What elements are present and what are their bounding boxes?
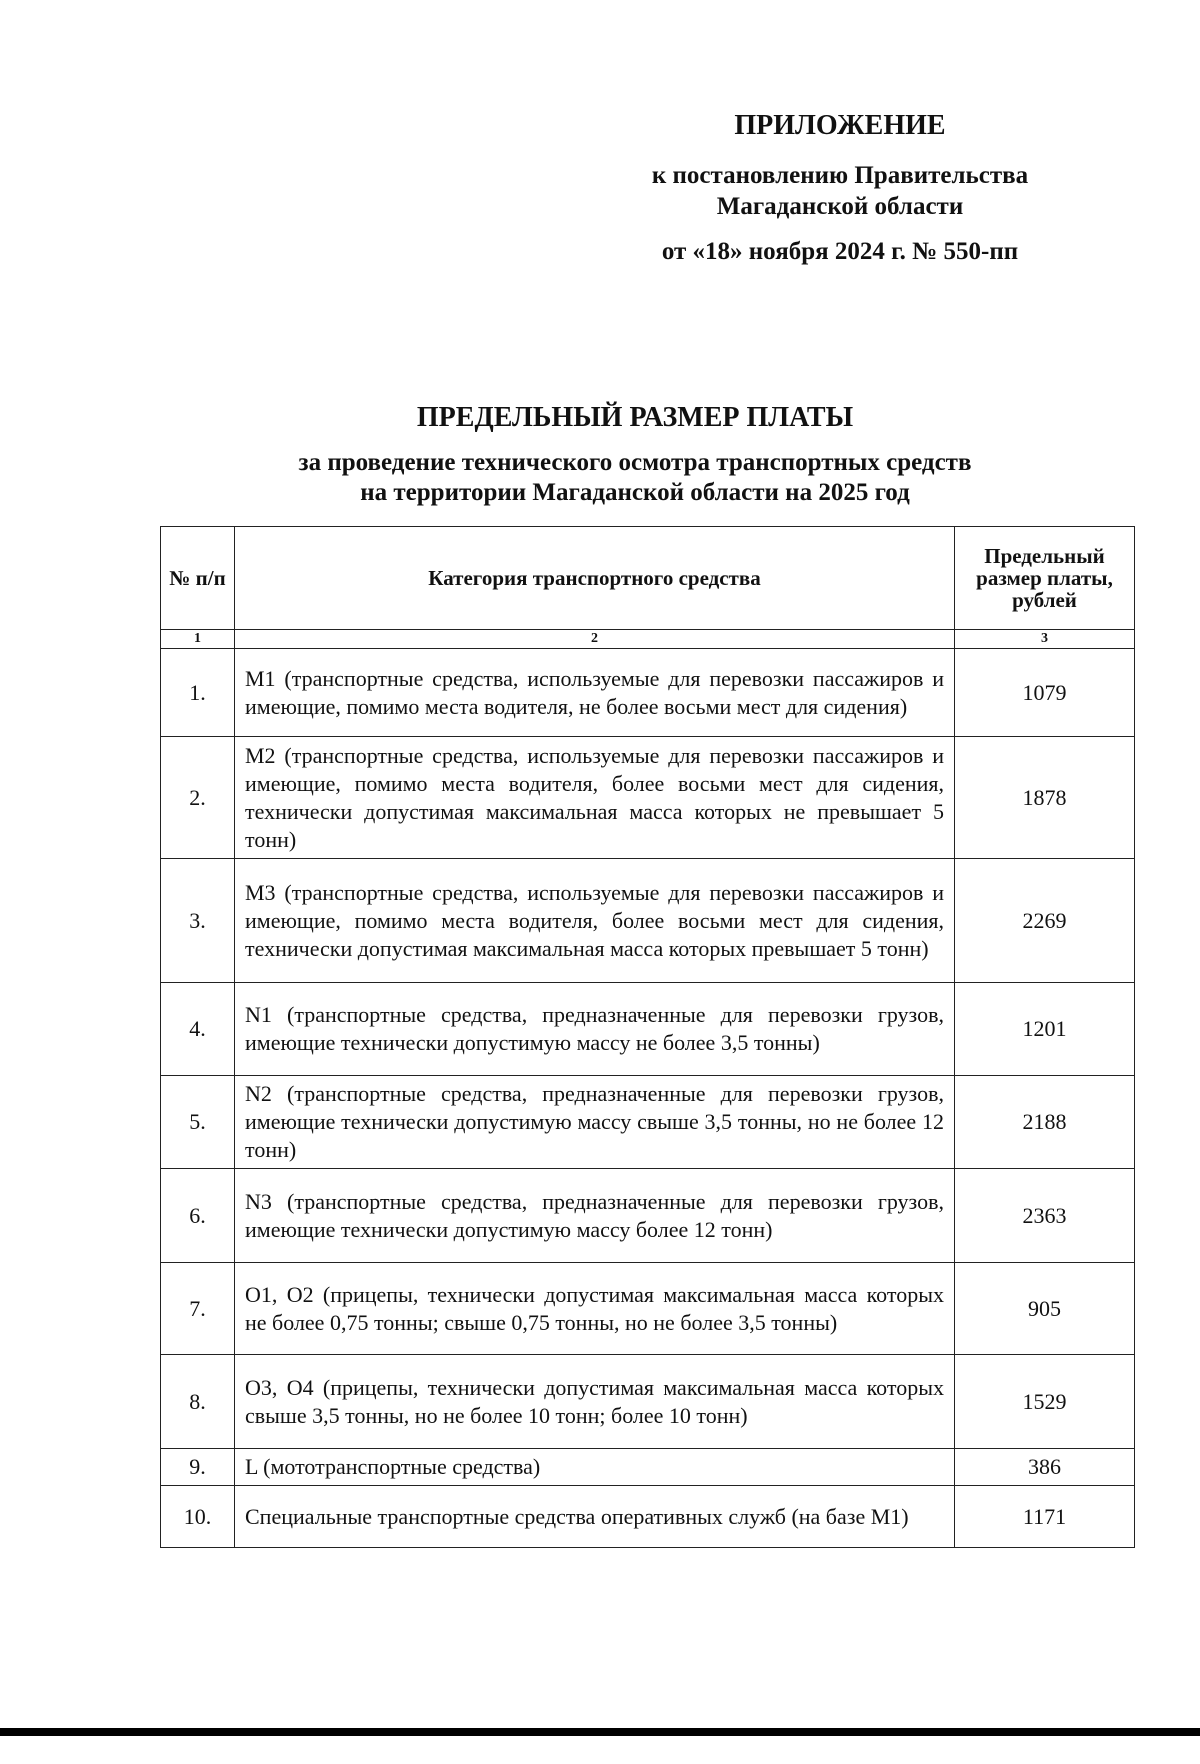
row-fee: 1201 [955, 983, 1135, 1076]
table-row [161, 1449, 1135, 1486]
scan-edge-bar [0, 1728, 1200, 1736]
appendix-title: ПРИЛОЖЕНИЕ [734, 110, 946, 141]
row-category: O3, O4 (прицепы, технически допустимая максимальная масса которых свыше 3,5 тонны, но не более 10 тонн; более 10 тонн) [235, 1355, 955, 1449]
table-row [161, 737, 1135, 859]
row-number: 9. [161, 1449, 235, 1486]
document-subtitle-line-2: на территории Магаданской области на 2025 год [360, 479, 910, 506]
fee-table [160, 526, 1135, 1548]
row-fee: 2363 [955, 1169, 1135, 1263]
row-fee: 2188 [955, 1076, 1135, 1169]
row-number: 5. [161, 1076, 235, 1169]
table-row [161, 859, 1135, 983]
table-header-row [161, 527, 1135, 630]
row-category: M3 (транспортные средства, используемые для перевозки пассажиров и имеющие, помимо места водителя, более восьми мест для сидения, технически допустимая максимальная масса которых превышает 5 тонн) [235, 859, 955, 983]
header-category: Категория транспортного средства [235, 527, 955, 630]
table-row [161, 1355, 1135, 1449]
row-category: Специальные транспортные средства оперативных служб (на базе M1) [235, 1486, 955, 1548]
table-row [161, 1169, 1135, 1263]
document-title-block [160, 400, 1110, 508]
row-category: N3 (транспортные средства, предназначенные для перевозки грузов, имеющие технически допустимую массу более 12 тонн) [235, 1169, 955, 1263]
header-fee: Предельный размер платы, рублей [955, 527, 1135, 630]
document-subtitle-line-1: за проведение технического осмотра транспортных средств [298, 449, 972, 476]
appendix-header [600, 108, 1080, 267]
row-category: M1 (транспортные средства, используемые для перевозки пассажиров и имеющие, помимо места водителя, не более восьми мест для сидения) [235, 649, 955, 737]
row-number: 4. [161, 983, 235, 1076]
row-fee: 386 [955, 1449, 1135, 1486]
row-category: M2 (транспортные средства, используемые для перевозки пассажиров и имеющие, помимо места водителя, более восьми мест для сидения, технически допустимая максимальная масса которых не превышает 5 тонн) [235, 737, 955, 859]
row-fee: 1878 [955, 737, 1135, 859]
column-number-1: 1 [161, 630, 235, 649]
row-category: L (мототранспортные средства) [235, 1449, 955, 1486]
row-fee: 1171 [955, 1486, 1135, 1548]
table-row [161, 983, 1135, 1076]
row-fee: 2269 [955, 859, 1135, 983]
row-number: 6. [161, 1169, 235, 1263]
document-title: ПРЕДЕЛЬНЫЙ РАЗМЕР ПЛАТЫ [416, 402, 854, 433]
appendix-line-resolution: к постановлению Правительства [651, 162, 1029, 189]
row-fee: 905 [955, 1263, 1135, 1355]
column-number-3: 3 [955, 630, 1135, 649]
column-number-row [161, 630, 1135, 649]
table-row [161, 1076, 1135, 1169]
row-category: O1, O2 (прицепы, технически допустимая максимальная масса которых не более 0,75 тонны; свыше 0,75 тонны, но не более 3,5 тонны) [235, 1263, 955, 1355]
row-number: 10. [161, 1486, 235, 1548]
row-number: 8. [161, 1355, 235, 1449]
header-number: № п/п [161, 527, 235, 630]
row-number: 1. [161, 649, 235, 737]
row-number: 2. [161, 737, 235, 859]
row-category: N2 (транспортные средства, предназначенные для перевозки грузов, имеющие технически допустимую массу свыше 3,5 тонны, но не более 12 тонн) [235, 1076, 955, 1169]
row-number: 3. [161, 859, 235, 983]
table-row [161, 1486, 1135, 1548]
table-row [161, 1263, 1135, 1355]
row-fee: 1529 [955, 1355, 1135, 1449]
row-fee: 1079 [955, 649, 1135, 737]
column-number-2: 2 [235, 630, 955, 649]
row-number: 7. [161, 1263, 235, 1355]
row-category: N1 (транспортные средства, предназначенные для перевозки грузов, имеющие технически допустимую массу не более 3,5 тонны) [235, 983, 955, 1076]
appendix-date: от «18» ноября 2024 г. № 550-пп [661, 238, 1019, 265]
table-row [161, 649, 1135, 737]
appendix-line-region: Магаданской области [716, 193, 964, 220]
